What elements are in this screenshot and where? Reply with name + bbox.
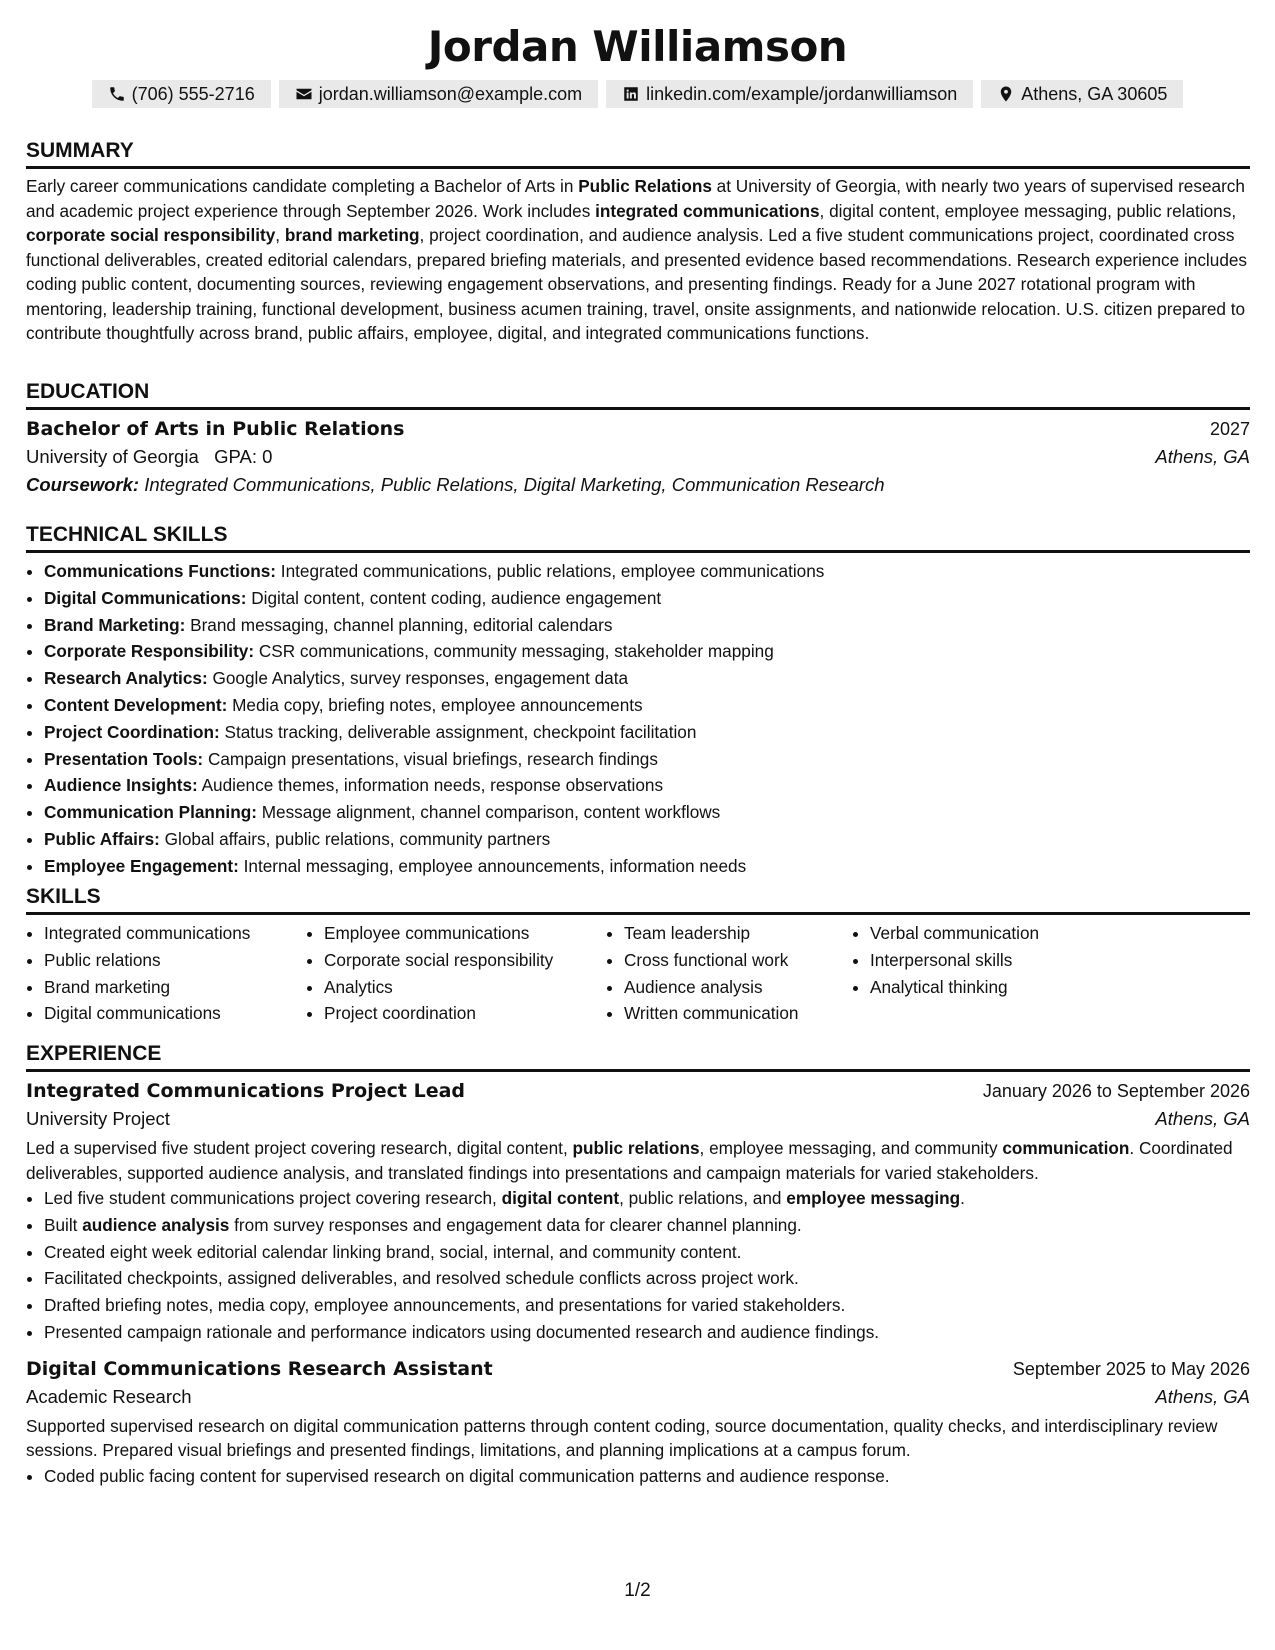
- text-run: ,: [275, 225, 285, 245]
- technical-skill-item: [44, 638, 1250, 665]
- text-run: Led five student communications project covering research,: [44, 1188, 502, 1208]
- job-bullets: [26, 1463, 1250, 1490]
- bold-text: brand marketing: [284, 225, 420, 245]
- education-heading: EDUCATION: [26, 380, 1250, 410]
- contact-bar: [0, 80, 1275, 108]
- skill-details: CSR communications, community messaging, stakeholder mapping: [254, 641, 774, 662]
- skill-category: Presentation Tools:: [44, 748, 204, 769]
- skill-category: Corporate Responsibility:: [44, 641, 255, 662]
- skill-item: • Project coordination: [324, 1000, 588, 1027]
- skill-details: Digital content, content coding, audience engagement: [246, 587, 662, 608]
- skill-details: Message alignment, channel comparison, content workflows: [256, 802, 721, 823]
- technical-skill-item: [44, 719, 1250, 746]
- skill-item: • Digital communications: [44, 1000, 288, 1027]
- skills-column: [606, 920, 834, 1027]
- skill-item: • Team leadership: [624, 920, 834, 947]
- linkedin-chip[interactable]: [606, 80, 973, 108]
- skill-item: • Analytical thinking: [870, 974, 1110, 1001]
- text-run: , project coordination, and audience analysis. Led a five student communications project, coordinated cross functional deliverables, created editorial calendars, prepared briefing materials, and presented evidence based recommendations. Research experience includes coding public content, documenting sources, reviewing engagement observations, and presenting findings. Ready for a June 2027 rotational program with mentoring, leadership training, functional development, business acumen training, travel, onsite assignments, and nationwide relocation. U.S. citizen prepared to contribute thoughtfully across brand, public affairs, employee, digital, and integrated communications functions.: [26, 225, 1248, 343]
- job-summary: [26, 1414, 1250, 1463]
- technical-skill-item: [44, 799, 1250, 826]
- skills-section: [26, 885, 1250, 1027]
- job-summary: [26, 1136, 1250, 1185]
- job-entry: [26, 1080, 1250, 1346]
- text-run: Drafted briefing notes, media copy, employee announcements, and presentations for varied stakeholders.: [44, 1295, 846, 1316]
- skill-category: Research Analytics:: [44, 668, 208, 689]
- linkedin-icon: [622, 85, 640, 103]
- summary-heading: SUMMARY: [26, 139, 1250, 169]
- skill-item: • Integrated communications: [44, 920, 288, 947]
- bold-text: corporate social responsibility: [26, 225, 276, 245]
- job-bullet: [44, 1185, 1250, 1212]
- education-section: [26, 380, 1250, 496]
- text-run: , public relations, and: [619, 1188, 787, 1208]
- gpa: GPA: 0: [214, 446, 273, 467]
- phone-icon: [108, 85, 126, 103]
- bold-text: audience analysis: [82, 1214, 230, 1235]
- technical-skills-heading: TECHNICAL SKILLS: [26, 523, 1250, 553]
- skills-column: [306, 920, 588, 1027]
- summary-section: [26, 139, 1250, 346]
- page-number: 1/2: [624, 1580, 651, 1601]
- technical-skills-section: [26, 523, 1250, 880]
- skill-item: • Public relations: [44, 947, 288, 974]
- email-text: jordan.williamson@example.com: [318, 83, 583, 104]
- technical-skill-item: [44, 612, 1250, 639]
- bold-text: Public Relations: [578, 176, 712, 196]
- location-chip: [981, 80, 1183, 108]
- bold-text: integrated communications: [595, 200, 820, 221]
- job-bullet: [44, 1463, 1250, 1490]
- text-run: Created eight week editorial calendar linking brand, social, internal, and community content.: [44, 1241, 742, 1262]
- skill-category: Digital Communications:: [44, 587, 247, 608]
- technical-skill-item: [44, 558, 1250, 585]
- phone-text: (706) 555-2716: [131, 83, 255, 104]
- bold-text: digital content: [501, 1188, 620, 1208]
- job-bullet: [44, 1319, 1250, 1346]
- skill-details: Brand messaging, channel planning, editorial calendars: [185, 614, 613, 635]
- text-run: .: [960, 1188, 965, 1208]
- technical-skill-item: [44, 853, 1250, 880]
- candidate-name: Jordan Williamson: [427, 22, 848, 71]
- bold-text: public relations: [572, 1138, 700, 1158]
- skill-details: Integrated communications, public relations, employee communications: [276, 561, 825, 581]
- text-run: from survey responses and engagement data for clearer channel planning.: [229, 1214, 802, 1235]
- skill-category: Public Affairs:: [44, 828, 160, 849]
- skill-category: Audience Insights:: [44, 775, 198, 796]
- skills-column: [26, 920, 288, 1027]
- job-title: Digital Communications Research Assistant: [26, 1357, 493, 1380]
- text-run: . Coordinated deliverables, supported audience analysis, and translated findings into presentations and campaign materials for varied stakeholders.: [26, 1138, 1233, 1183]
- summary-text: [26, 174, 1250, 346]
- skill-details: Audience themes, information needs, response observations: [197, 775, 664, 796]
- experience-heading: EXPERIENCE: [26, 1042, 1250, 1072]
- skill-category: Employee Engagement:: [44, 855, 239, 876]
- skill-category: Communications Functions:: [44, 561, 277, 581]
- technical-skill-item: [44, 665, 1250, 692]
- degree: Bachelor of Arts in Public Relations: [26, 418, 405, 440]
- job-dates: September 2025 to May 2026: [1012, 1358, 1250, 1379]
- text-run: Led a supervised five student project covering research, digital content,: [26, 1138, 573, 1158]
- job-dates: January 2026 to September 2026: [982, 1081, 1250, 1101]
- technical-skills-list: [26, 558, 1250, 880]
- bold-text: employee messaging: [786, 1188, 961, 1208]
- text-run: , employee messaging, and community: [699, 1138, 1003, 1158]
- experience-section: [26, 1042, 1250, 1490]
- skill-item: • Corporate social responsibility: [324, 947, 588, 974]
- location-text: Athens, GA 30605: [1021, 83, 1168, 104]
- skill-category: Project Coordination:: [44, 721, 220, 742]
- text-run: Built: [44, 1214, 83, 1235]
- skills-column: [852, 920, 1110, 1027]
- job-location: Athens, GA: [1155, 1385, 1250, 1407]
- skill-details: Media copy, briefing notes, employee announcements: [227, 694, 643, 715]
- skill-item: • Employee communications: [324, 920, 588, 947]
- job-bullet: [44, 1212, 1250, 1239]
- job-organization: Academic Research: [26, 1385, 192, 1407]
- skill-details: Google Analytics, survey responses, engagement data: [207, 668, 629, 689]
- job-bullet: [44, 1239, 1250, 1266]
- skill-details: Status tracking, deliverable assignment, checkpoint facilitation: [219, 721, 697, 742]
- text-run: , digital content, employee messaging, public relations,: [819, 200, 1237, 221]
- school-location: Athens, GA: [1155, 446, 1250, 467]
- skill-item: • Verbal communication: [870, 920, 1110, 947]
- text-run: Presented campaign rationale and performance indicators using documented research and audience findings.: [44, 1321, 880, 1342]
- technical-skill-item: [44, 585, 1250, 612]
- technical-skill-item: [44, 826, 1250, 853]
- skill-category: Brand Marketing:: [44, 614, 186, 635]
- text-run: Facilitated checkpoints, assigned deliverables, and resolved schedule conflicts across project work.: [44, 1268, 799, 1289]
- school-name: University of Georgia: [26, 446, 199, 467]
- phone-chip[interactable]: [92, 80, 271, 108]
- technical-skill-item: [44, 746, 1250, 773]
- text-run: Early career communications candidate completing a Bachelor of Arts in: [26, 176, 579, 196]
- job-organization: University Project: [26, 1108, 170, 1129]
- skills-grid: [26, 920, 1250, 1027]
- text-run: at University of Georgia, with nearly two years of supervised research and academic project experience through September 2026. Work includes: [26, 176, 1245, 221]
- skill-item: • Brand marketing: [44, 974, 288, 1001]
- job-bullet: [44, 1265, 1250, 1292]
- envelope-icon: [295, 85, 313, 103]
- skill-details: Global affairs, public relations, community partners: [159, 828, 551, 849]
- skill-item: • Written communication: [624, 1000, 834, 1027]
- technical-skill-item: [44, 692, 1250, 719]
- skill-details: Campaign presentations, visual briefings, research findings: [203, 748, 658, 769]
- job-location: Athens, GA: [1155, 1108, 1250, 1129]
- email-chip[interactable]: [279, 80, 598, 108]
- bold-text: communication: [1002, 1138, 1130, 1158]
- map-pin-icon: [997, 85, 1015, 103]
- job-bullet: [44, 1292, 1250, 1319]
- skill-category: Content Development:: [44, 694, 228, 715]
- job-bullets: [26, 1185, 1250, 1346]
- linkedin-text: linkedin.com/example/jordanwilliamson: [646, 83, 958, 104]
- skill-item: • Cross functional work: [624, 947, 834, 974]
- graduation-year: 2027: [1209, 419, 1250, 439]
- text-run: Coded public facing content for supervised research on digital communication patterns and audience response.: [44, 1465, 890, 1486]
- skill-item: • Audience analysis: [624, 974, 834, 1001]
- job-entry: [26, 1358, 1250, 1490]
- job-title: Integrated Communications Project Lead: [26, 1080, 466, 1102]
- coursework-label: Coursework:: [26, 474, 140, 495]
- skill-details: Internal messaging, employee announcements, information needs: [238, 855, 747, 876]
- text-run: Supported supervised research on digital communication patterns through content coding, source documentation, quality checks, and interdisciplinary review sessions. Prepared visual briefings and presented findings, limitations, and planning implications at a campus forum.: [26, 1415, 1218, 1461]
- technical-skill-item: [44, 772, 1250, 799]
- skill-category: Communication Planning:: [44, 802, 257, 823]
- coursework-list: Integrated Communications, Public Relations, Digital Marketing, Communication Research: [144, 474, 885, 495]
- skill-item: • Interpersonal skills: [870, 947, 1110, 974]
- skill-item: • Analytics: [324, 974, 588, 1001]
- skills-heading: SKILLS: [26, 885, 1250, 915]
- experience-list: [26, 1080, 1250, 1490]
